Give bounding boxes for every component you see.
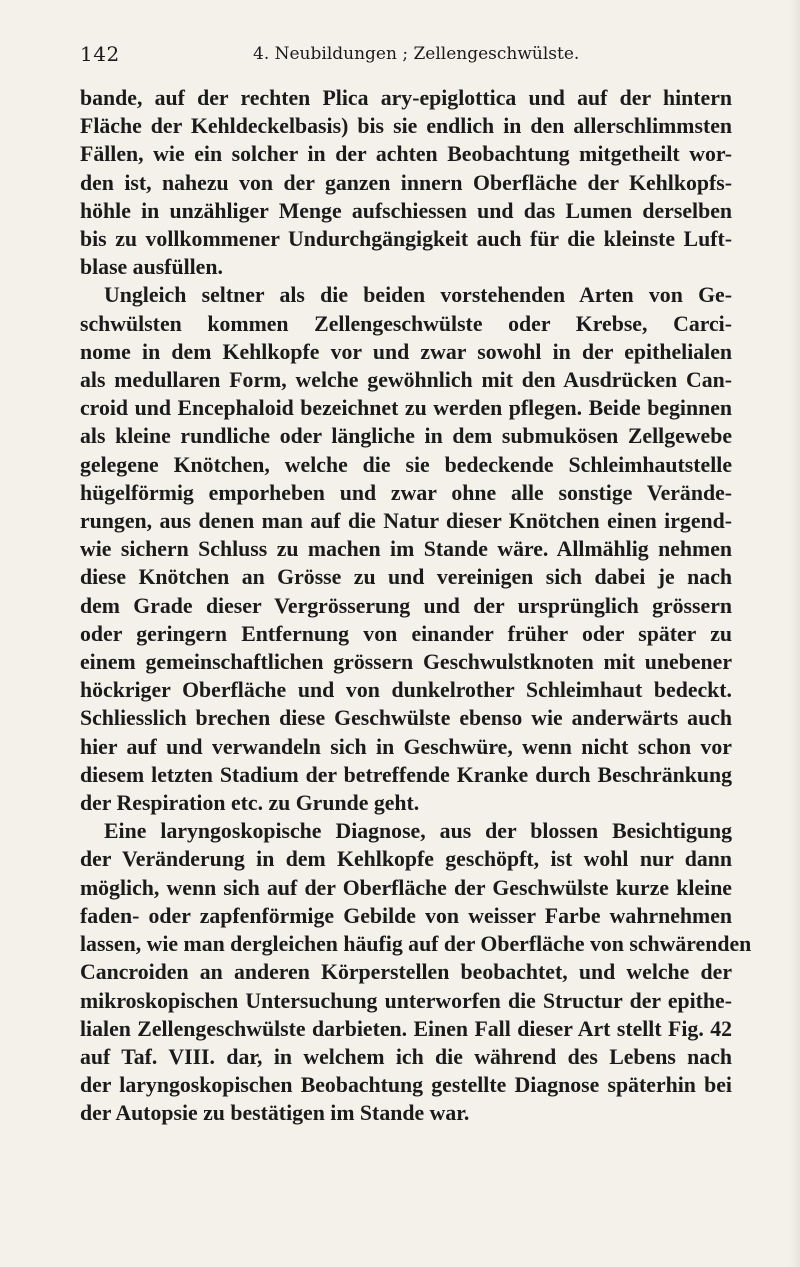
text-line: croid und Encephaloid bezeichnet zu werden pflegen. Beide beginnen [80, 396, 732, 421]
text-line: oder geringern Entfernung von einander früher oder später zu [80, 621, 732, 646]
running-head: 4. Neubildungen ; Zellengeschwülste. [253, 44, 580, 64]
text-line: lassen, wie man dergleichen häufig auf der Oberfläche von schwärenden [80, 932, 752, 957]
text-line: als medullaren Form, welche gewöhnlich mit den Ausdrücken Can- [80, 368, 732, 393]
text-line: dem Grade dieser Vergrösserung und der ursprünglich grössern [80, 593, 732, 618]
text-line: blase ausfüllen. [80, 255, 223, 280]
text-line: Fläche der Kehldeckelbasis) bis sie endlich in den allerschlimmsten [80, 114, 732, 139]
text-line: der Respiration etc. zu Grunde geht. [80, 791, 420, 816]
text-line: einem gemeinschaftlichen grössern Geschwulstknoten mit unebener [80, 650, 732, 675]
text-line: rungen, aus denen man auf die Natur dieser Knötchen einen irgend- [80, 509, 732, 534]
paragraph [80, 817, 752, 1127]
text-line: Eine laryngoskopische Diagnose, aus der blossen Besichtigung [104, 819, 732, 844]
text-line: der Autopsie zu bestätigen im Stande war. [80, 1101, 470, 1126]
text-line: bande, auf der rechten Plica ary-epiglottica und auf der hintern [80, 86, 732, 110]
page-edge-shadow [790, 0, 800, 1267]
text-line: höckriger Oberfläche und von dunkelrother Schleimhaut bedeckt. [80, 678, 732, 703]
text-line: Ungleich seltner als die beiden vorstehenden Arten von Ge- [104, 283, 732, 308]
text-line: gelegene Knötchen, welche die sie bedeckende Schleimhautstelle [80, 452, 732, 477]
text-line: faden- oder zapfenförmige Gebilde von weisser Farbe wahrnehmen [80, 903, 732, 928]
body-text [80, 84, 752, 1128]
text-line: hügelförmig emporheben und zwar ohne alle sonstige Verände- [80, 480, 732, 505]
page-header [80, 42, 730, 72]
text-line: Cancroiden an anderen Körperstellen beobachtet, und welche der [80, 960, 732, 985]
paragraph [80, 84, 732, 281]
text-line: Schliesslich brechen diese Geschwülste ebenso wie anderwärts auch [80, 706, 732, 731]
text-line: auf Taf. VIII. dar, in welchem ich die während des Lebens nach [80, 1044, 732, 1069]
text-line: bis zu vollkommener Undurchgängigkeit auch für die kleinste Luft- [80, 227, 732, 252]
text-line: der Veränderung in dem Kehlkopfe geschöpft, ist wohl nur dann [80, 847, 732, 872]
text-line: schwülsten kommen Zellengeschwülste oder Krebse, Carci- [80, 311, 732, 336]
text-line: diesem letzten Stadium der betreffende Kranke durch Beschränkung [80, 762, 732, 787]
text-line: als kleine rundliche oder längliche in dem submukösen Zellgewebe [80, 424, 732, 449]
text-line: lialen Zellengeschwülste darbieten. Einen Fall dieser Art stellt Fig. 42 [80, 1016, 732, 1041]
text-line: nome in dem Kehlkopfe vor und zwar sowohl in der epithelialen [80, 339, 732, 364]
page-number: 142 [80, 42, 120, 66]
text-line: möglich, wenn sich auf der Oberfläche der Geschwülste kurze kleine [80, 875, 732, 900]
text-line: den ist, nahezu von der ganzen innern Oberfläche der Kehlkopfs- [80, 170, 732, 195]
text-line: Fällen, wie ein solcher in der achten Beobachtung mitgetheilt wor- [80, 142, 732, 167]
text-line: diese Knötchen an Grösse zu und vereinigen sich dabei je nach [80, 565, 732, 590]
text-line: höhle in unzähliger Menge aufschiessen und das Lumen derselben [80, 198, 732, 223]
text-line: der laryngoskopischen Beobachtung gestellte Diagnose späterhin bei [80, 1073, 732, 1098]
text-line: wie sichern Schluss zu machen im Stande wäre. Allmählig nehmen [80, 537, 732, 562]
text-line: hier auf und verwandeln sich in Geschwüre, wenn nicht schon vor [80, 734, 732, 759]
paragraph [80, 281, 732, 817]
text-line: mikroskopischen Untersuchung unterworfen die Structur der epithe- [80, 988, 732, 1013]
